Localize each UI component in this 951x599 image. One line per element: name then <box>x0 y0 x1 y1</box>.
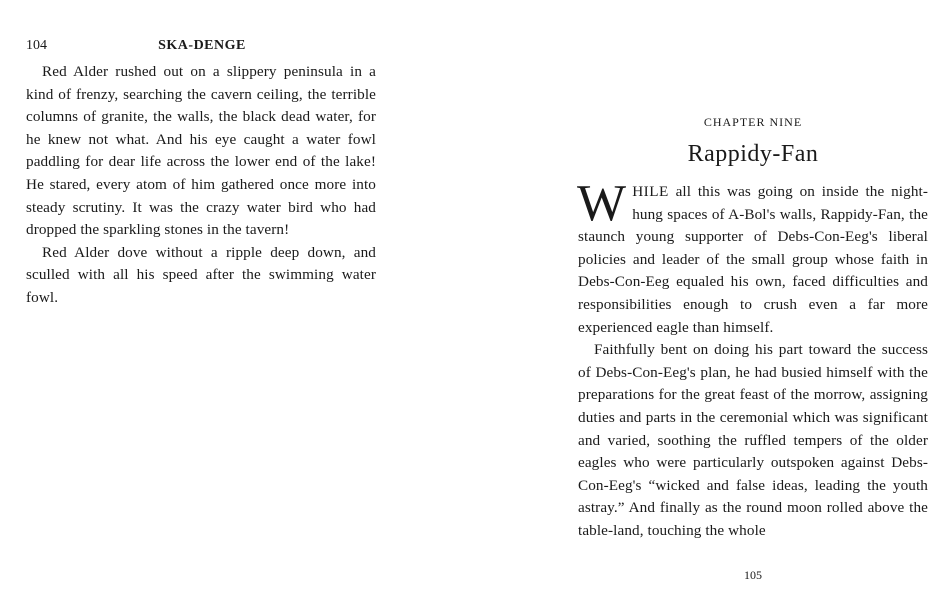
right-page-body <box>577 175 928 543</box>
running-head <box>26 38 378 56</box>
drop-cap: W <box>577 175 627 232</box>
left-page-number: 104 <box>26 38 47 53</box>
paragraph: Faithfully bent on doing his part toward the success of Debs-Con-Eeg's plan, he had busied himself with the preparations for the great feast of the morrow, assigning duties and parts in the ceremonial which was significant and varied, soothing the ruffled tempers of the older eagles who were particularly outspoken against Debs-Con-Eeg's “wicked and false ideas, leading the youth astray.” And finally as the round moon rolled above the table-land, touching the whole <box>578 341 928 539</box>
paragraph: Red Alder rushed out on a slippery peninsula in a kind of frenzy, searching the cavern ceiling, the terrible columns of granite, the walls, the black dead water, for he knew not what. And his eye caught a water fowl paddling for dear life across the lower end of the lake! He stared, every atom of him gathered once more into steady scrutiny. It was the crazy water bird who had dropped the sparkling stones in the tavern! <box>26 63 376 239</box>
right-page-number: 105 <box>744 568 762 582</box>
opening-word: HILE <box>632 183 669 200</box>
chapter-title: Rappidy-Fan <box>687 141 819 167</box>
opening-paragraph-text: all this was going on inside the night-hung spaces of A-Bol's walls, Rappidy-Fan, the staunch young supporter of Debs-Con-Eeg's liberal policies and leader of the small group whose faith in Debs-Con-Eeg equaled his own, faced difficulties and responsibilities enough to crush even a far more experienced eagle than himself. <box>578 183 928 336</box>
opening-paragraph <box>577 175 928 339</box>
chapter-label: CHAPTER NINE <box>703 115 803 129</box>
left-page-body <box>26 61 376 310</box>
running-head-title: SKA-DENGE <box>158 38 246 53</box>
paragraph: Red Alder dove without a ripple deep down, and sculled with all his speed after the swimming water fowl. <box>26 243 376 306</box>
right-page <box>475 0 951 599</box>
left-page <box>0 0 475 599</box>
